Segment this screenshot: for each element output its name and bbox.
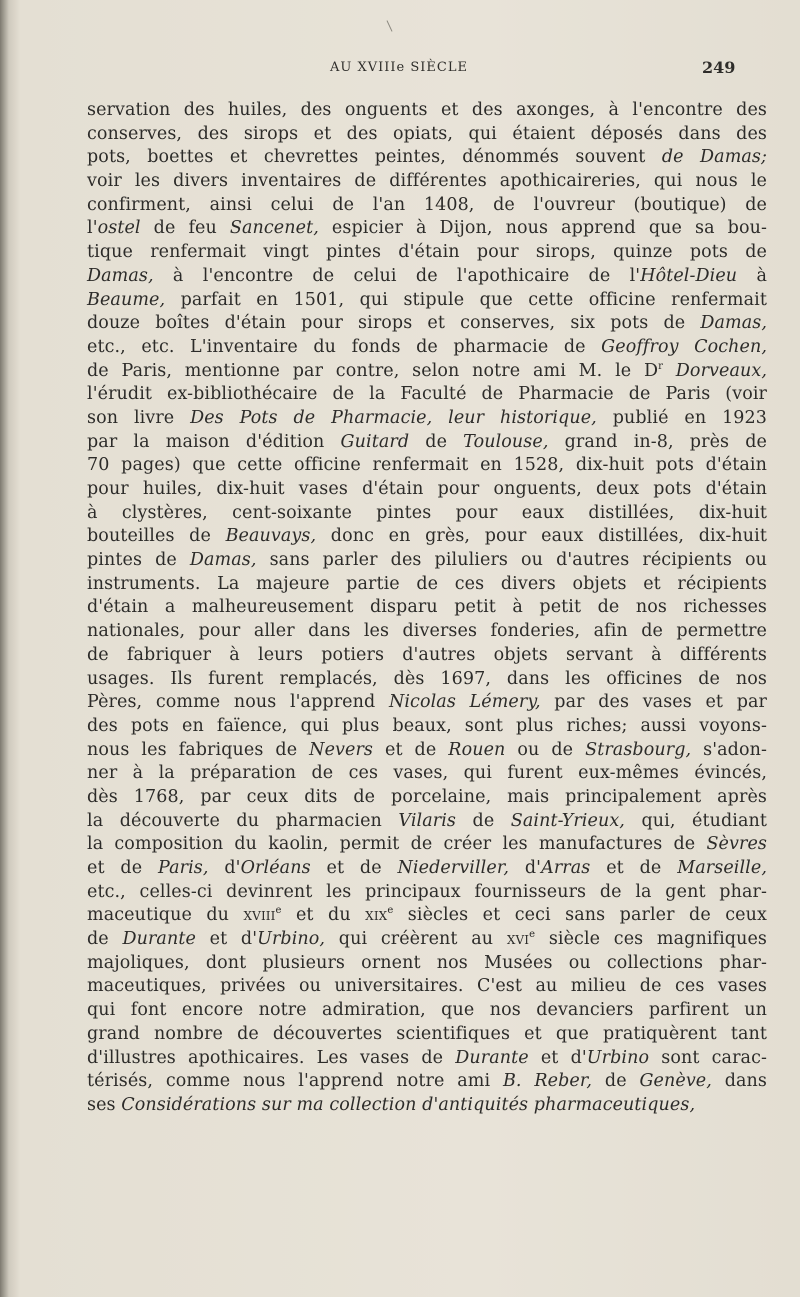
- text-segment: Hôtel-Dieu: [640, 265, 738, 286]
- text-line: [87, 975, 767, 999]
- text-segment: par la maison d'édition: [87, 431, 341, 452]
- text-segment: pots, boettes et chevrettes peintes, dénommés souvent: [87, 147, 662, 168]
- page-number: 249: [702, 58, 736, 77]
- running-head: [330, 60, 468, 75]
- text-segment: etc., etc. L'inventaire du fonds de pharmacie de: [87, 336, 602, 357]
- text-segment: Des Pots de Pharmacie, leur historique,: [190, 407, 597, 428]
- text-segment: e: [387, 905, 394, 917]
- text-segment: Strasbourg,: [585, 739, 692, 760]
- text-segment: térisés, comme nous l'apprend notre ami: [87, 1071, 503, 1092]
- text-segment: donc en grès, pour eaux distillées, dix-huit: [316, 526, 767, 547]
- text-segment: grand in-8, près de: [548, 431, 767, 452]
- text-line: [87, 739, 767, 763]
- text-line: [87, 1047, 767, 1071]
- text-segment: Nicolas Lémery,: [388, 692, 541, 713]
- text-line: [87, 170, 767, 194]
- text-segment: Rouen: [448, 739, 506, 760]
- text-segment: ses: [87, 1094, 122, 1115]
- text-segment: des pots en faïence, qui plus beaux, sont plus riches; aussi voyons-: [87, 715, 767, 736]
- text-segment: Genève,: [639, 1071, 712, 1092]
- text-segment: siècles et ceci sans parler de ceux: [393, 905, 767, 926]
- text-segment: et d': [195, 929, 258, 950]
- text-segment: voir les divers inventaires de différentes apothicaireries, qui nous le: [87, 171, 767, 192]
- text-segment: Urbino: [586, 1047, 650, 1068]
- text-segment: maceutiques, privées ou universitaires. C'est au milieu de ces vases: [87, 976, 767, 997]
- text-line: [87, 928, 767, 952]
- text-segment: xvi: [506, 929, 530, 950]
- text-segment: Marseille,: [677, 858, 767, 878]
- text-segment: grand nombre de découvertes scientifiques et que pratiquèrent tant: [87, 1023, 767, 1044]
- text-segment: et d': [528, 1047, 587, 1068]
- text-segment: et du: [281, 905, 366, 926]
- text-line: [87, 668, 767, 692]
- text-segment: sont carac-: [649, 1047, 767, 1068]
- text-line: [87, 336, 767, 360]
- text-line: [87, 952, 767, 976]
- text-segment: Durante: [455, 1047, 529, 1068]
- text-segment: son livre: [87, 407, 191, 428]
- text-segment: qui créèrent au: [325, 929, 507, 950]
- text-segment: l'érudit ex-bibliothécaire de la Faculté de Pharmacie de Paris (voir: [87, 384, 767, 405]
- text-line: [87, 573, 767, 597]
- text-segment: et de: [310, 858, 398, 878]
- text-segment: usages. Ils furent remplacés, dès 1697, dans les officines de nos: [87, 668, 767, 689]
- text-segment: Beauvays,: [225, 526, 317, 547]
- text-line: [87, 525, 767, 549]
- text-segment: Damas,: [87, 265, 154, 286]
- text-segment: Urbino,: [257, 929, 326, 950]
- text-segment: B. Reber,: [502, 1071, 593, 1092]
- text-line: [87, 241, 767, 265]
- text-segment: par des vases et par: [540, 692, 767, 713]
- text-segment: de: [456, 810, 511, 831]
- text-segment: nous les fabriques de: [87, 739, 310, 760]
- text-segment: dans: [711, 1071, 768, 1092]
- body-text: [87, 99, 767, 1118]
- text-segment: confirment, ainsi celui de l'an 1408, de l'ouvreur (boutique) de: [87, 194, 767, 215]
- text-segment: Vilaris: [398, 810, 457, 831]
- text-line: [87, 1023, 767, 1047]
- text-segment: r: [658, 360, 664, 372]
- text-segment: qui font encore notre admiration, que nos devanciers parfirent un: [87, 1000, 767, 1021]
- text-segment: Sancenet,: [229, 218, 319, 239]
- text-segment: de Damas;: [661, 147, 768, 168]
- text-segment: etc., celles-ci devinrent les principaux fournisseurs de la gent phar-: [87, 881, 767, 902]
- text-segment: pintes de: [87, 550, 190, 571]
- text-segment: d'étain a malheureusement disparu petit à petit de nos richesses: [87, 597, 767, 618]
- text-segment: la découverte du pharmacien: [87, 810, 399, 831]
- text-line: [87, 833, 767, 857]
- text-segment: Niederviller,: [397, 858, 510, 878]
- text-segment: d': [208, 858, 241, 878]
- text-line: [87, 312, 767, 336]
- text-segment: Durante: [122, 929, 196, 950]
- text-segment: majoliques, dont plusieurs ornent nos Musées ou collections phar-: [87, 952, 767, 973]
- text-segment: maceutique du: [87, 905, 244, 926]
- text-line: [87, 691, 767, 715]
- text-segment: nationales, pour aller dans les diverses fonderies, afin de permettre: [87, 621, 767, 642]
- text-segment: de Paris, mentionne par contre, selon notre ami M. le D: [87, 360, 659, 381]
- text-line: [87, 478, 767, 502]
- text-line: [87, 762, 767, 786]
- text-line: [87, 857, 767, 881]
- text-segment: e: [529, 929, 536, 941]
- text-segment: d'illustres apothicaires. Les vases de: [87, 1047, 456, 1068]
- text-segment: Guitard: [340, 431, 410, 452]
- text-line: [87, 620, 767, 644]
- text-segment: s'adon-: [691, 739, 767, 760]
- running-head-text: AU XVIIIe SIÈCLE: [330, 60, 468, 75]
- text-segment: servation des huiles, des onguents et des axonges, à l'encontre des: [87, 100, 767, 120]
- text-segment: de: [592, 1071, 640, 1092]
- text-segment: et de: [87, 858, 159, 878]
- text-segment: la composition du kaolin, permit de créer les manufactures de: [87, 834, 707, 855]
- text-segment: publié en 1923: [596, 407, 768, 428]
- scan-mark: [387, 20, 393, 31]
- text-segment: Arras: [541, 858, 591, 878]
- text-segment: l': [87, 218, 98, 239]
- text-line: [87, 265, 767, 289]
- text-segment: Pères, comme nous l'apprend: [87, 692, 389, 713]
- text-segment: Dorveaux,: [675, 360, 768, 381]
- text-segment: sans parler des piluliers ou d'autres récipients ou: [256, 550, 767, 571]
- text-line: [87, 502, 767, 526]
- text-segment: espicier à Dijon, nous apprend que sa bou-: [318, 218, 768, 239]
- text-segment: Geoffroy Cochen,: [601, 336, 767, 357]
- text-segment: dès 1768, par ceux dits de porcelaine, mais principalement après: [87, 786, 767, 807]
- text-segment: parfait en 1501, qui stipule que cette officine renfermait: [165, 289, 767, 310]
- text-segment: Damas,: [700, 313, 767, 334]
- text-segment: e: [275, 905, 282, 917]
- text-segment: qui, étudiant: [624, 810, 767, 831]
- text-segment: de fabriquer à leurs potiers d'autres objets servant à différents: [87, 644, 767, 665]
- text-segment: tique renfermait vingt pintes d'étain pour sirops, quinze pots de: [87, 242, 767, 263]
- text-line: [87, 715, 767, 739]
- text-segment: ner à la préparation de ces vases, qui furent eux-mêmes évincés,: [87, 763, 767, 784]
- text-segment: Sèvres: [706, 834, 767, 855]
- text-segment: Paris,: [158, 858, 209, 878]
- text-line: [87, 786, 767, 810]
- text-segment: de feu: [140, 218, 230, 239]
- text-line: [87, 123, 767, 147]
- text-line: [87, 596, 767, 620]
- text-line: [87, 454, 767, 478]
- text-line: [87, 999, 767, 1023]
- text-segment: à l'encontre de celui de l'apothicaire de l': [153, 265, 641, 286]
- text-segment: xix: [365, 905, 388, 926]
- text-segment: Nevers: [309, 739, 374, 760]
- text-segment: ou de: [505, 739, 586, 760]
- text-line: [87, 194, 767, 218]
- text-line: [87, 549, 767, 573]
- text-line: [87, 146, 767, 170]
- text-segment: Considérations sur ma collection d'antiquités pharmaceutiques,: [121, 1094, 696, 1115]
- text-line: [87, 407, 767, 431]
- text-segment: Orléans: [240, 858, 311, 878]
- text-segment: xviii: [243, 905, 276, 926]
- text-segment: Damas,: [189, 550, 257, 571]
- text-segment: ostel: [97, 218, 141, 239]
- text-line: [87, 810, 767, 834]
- text-segment: Beaume,: [87, 289, 166, 310]
- text-segment: 70 pages) que cette officine renfermait en 1528, dix-huit pots d'étain: [87, 455, 767, 476]
- text-segment: [663, 361, 676, 381]
- text-line: [87, 431, 767, 455]
- text-line: [87, 217, 767, 241]
- text-line: [87, 881, 767, 905]
- text-segment: conserves, des sirops et des opiats, qui étaient déposés dans des: [87, 123, 767, 144]
- text-segment: à: [737, 265, 767, 286]
- text-line: [87, 904, 767, 928]
- text-segment: instruments. La majeure partie de ces divers objets et récipients: [87, 573, 767, 594]
- text-segment: bouteilles de: [87, 526, 226, 547]
- text-segment: de: [409, 431, 464, 452]
- text-segment: pour huiles, dix-huit vases d'étain pour onguents, deux pots d'étain: [87, 479, 767, 499]
- text-line: [87, 99, 767, 123]
- text-segment: Saint-Yrieux,: [510, 810, 625, 831]
- text-line: [87, 360, 767, 384]
- text-segment: de: [87, 929, 123, 950]
- text-line: [87, 1070, 767, 1094]
- text-segment: Toulouse,: [463, 431, 549, 452]
- text-segment: et de: [373, 739, 449, 760]
- text-segment: à clystères, cent-soixante pintes pour eaux distillées, dix-huit: [87, 502, 767, 523]
- text-line: [87, 289, 767, 313]
- text-segment: et de: [590, 858, 678, 878]
- text-line: [87, 383, 767, 407]
- text-segment: siècle ces magnifiques: [535, 929, 768, 950]
- text-line: [87, 644, 767, 668]
- text-segment: d': [509, 858, 542, 878]
- text-segment: douze boîtes d'étain pour sirops et conserves, six pots de: [87, 313, 701, 334]
- text-line: [87, 1094, 767, 1118]
